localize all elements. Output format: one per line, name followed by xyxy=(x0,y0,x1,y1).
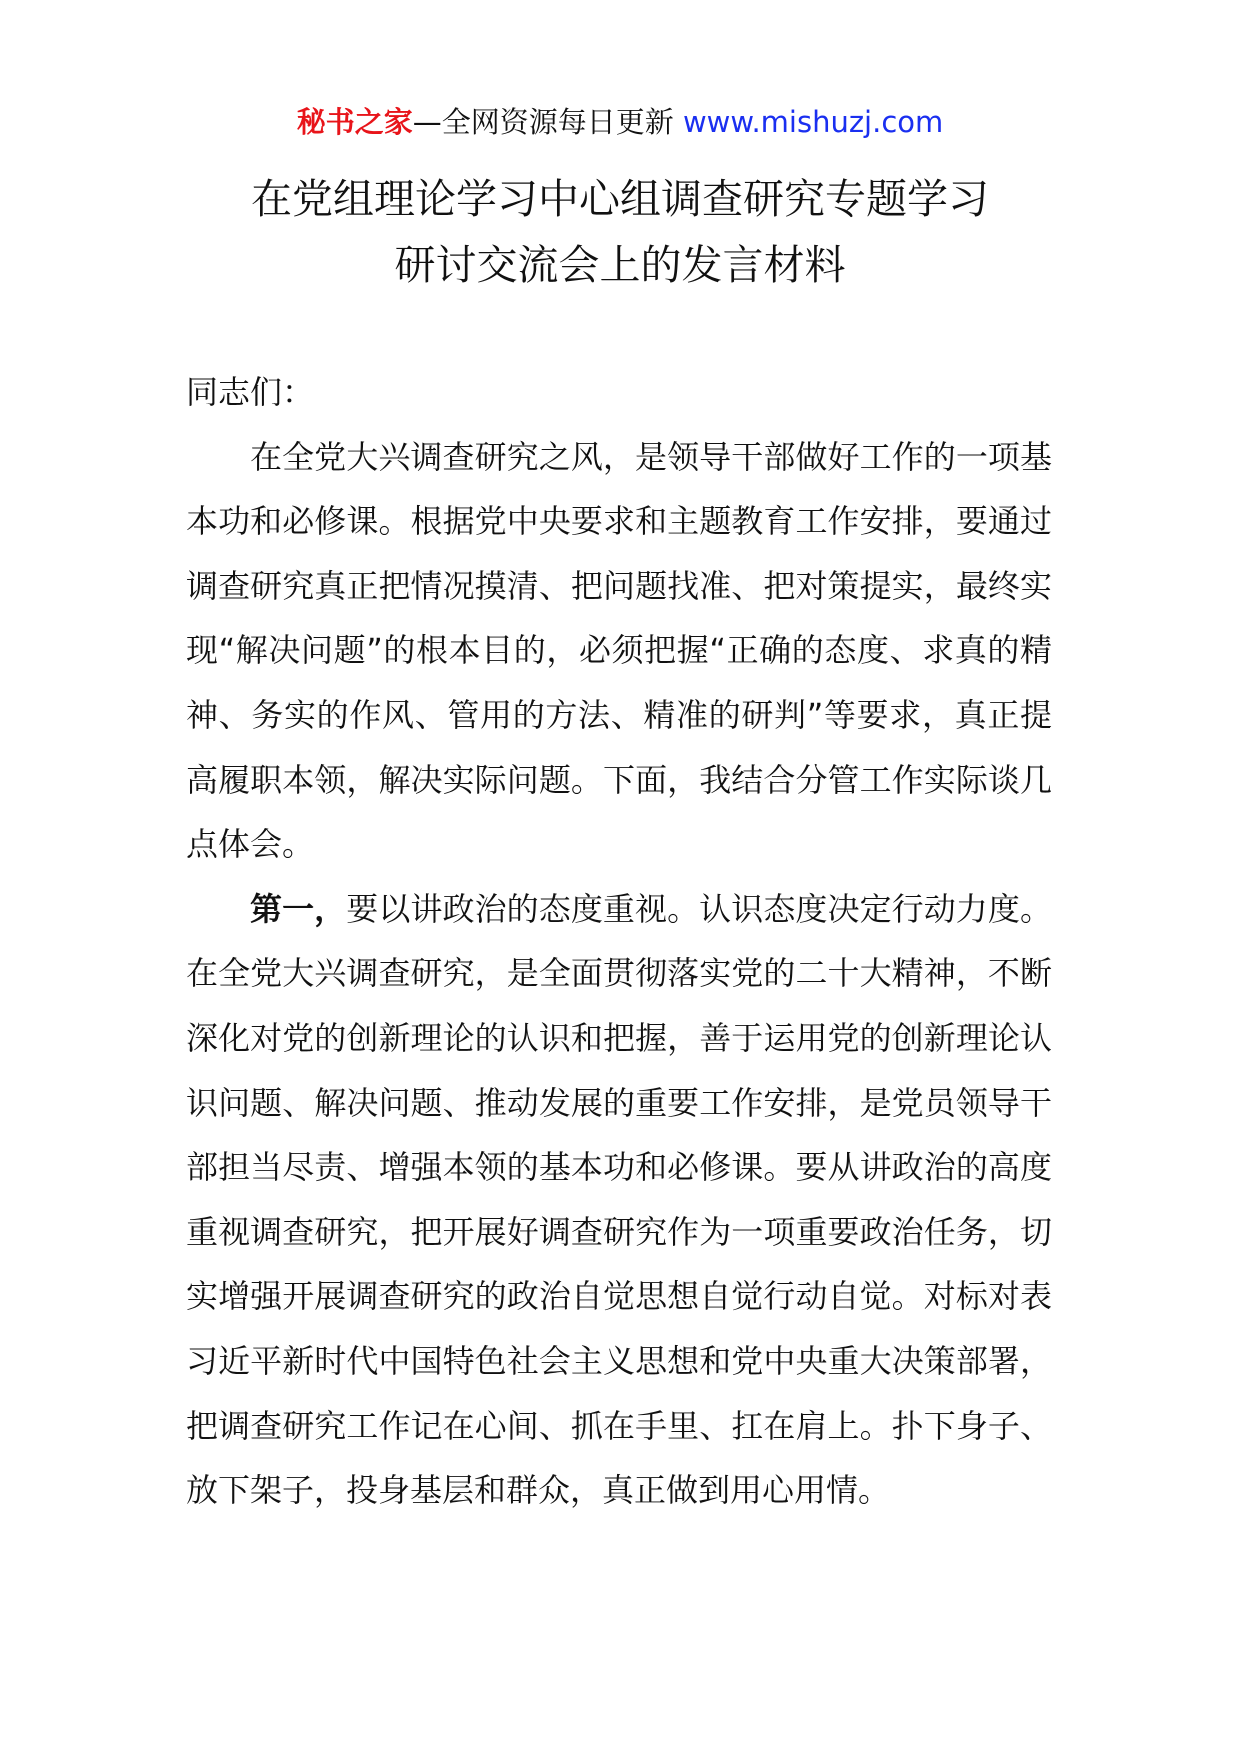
document-title xyxy=(0,166,1240,298)
document-title-line-2: 研讨交流会上的发言材料 xyxy=(394,241,846,289)
site-header xyxy=(0,100,1240,144)
paragraph-first-point-lead: 第一， xyxy=(250,889,347,928)
site-url-link[interactable]: www.mishuzj.com xyxy=(682,105,944,139)
paragraph-first-point-text: 要以讲政治的态度重视。认识态度决定行动力度。在全党大兴调查研究，是全面贯彻落实党的二十大精神，不断深化对党的创新理论的认识和把握，善于运用党的创新理论认识问题、解决问题、推动发展的重要工作安排，是党员领导干部担当尽责、增强本领的基本功和必修课。要从讲政治的高度重视调查研究，把开展好调查研究作为一项重要政治任务，切实增强开展调查研究的政治自觉思想自觉行动自觉。对标对表习近平新时代中国特色社会主义思想和党中央重大决策部署，把调查研究工作记在心间、抓在手里、扛在肩上。扑下身子、放下架子，投身基层和群众，真正做到用心用情。 xyxy=(186,889,1052,1510)
site-brand: 秘书之家 xyxy=(296,105,413,139)
salutation: 同志们： xyxy=(186,373,315,411)
paragraph-intro: 在全党大兴调查研究之风，是领导干部做好工作的一项基本功和必修课。根据党中央要求和主题教育工作安排，要通过调查研究真正把情况摸清、把问题找准、把对策提实，最终实现“解决问题”的根本目的，必须把握“正确的态度、求真的精神、务实的作风、管用的方法、精准的研判”等要求，真正提高履职本领，解决实际问题。下面，我结合分管工作实际谈几点体会。 xyxy=(186,437,1052,864)
site-tagline: —全网资源每日更新 xyxy=(412,105,683,139)
paragraph-first-point xyxy=(186,877,1052,1523)
document-title-line-1: 在党组理论学习中心组调查研究专题学习 xyxy=(251,175,989,223)
document-body xyxy=(186,360,1052,1523)
